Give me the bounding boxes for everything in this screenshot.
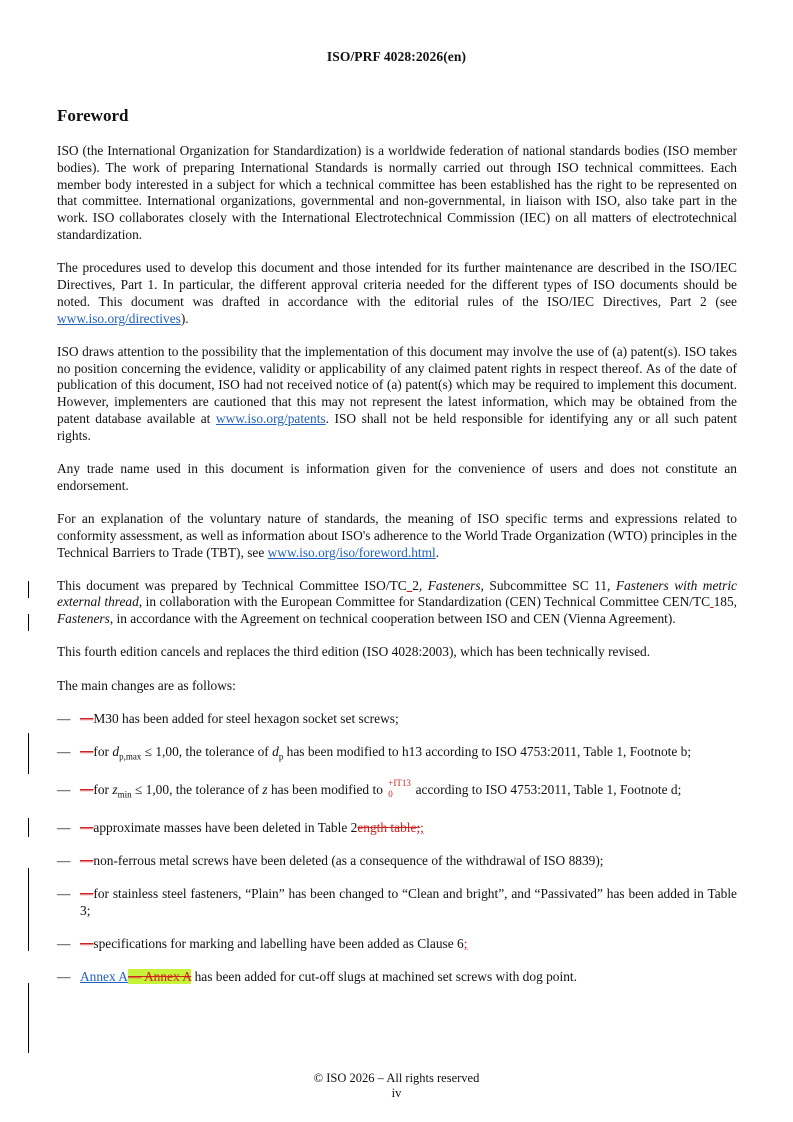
text: specifications for marking and labelling have been added as Clause 6 [93, 936, 464, 952]
deleted-highlighted-text: — Annex A [127, 969, 192, 985]
dash-bullet: — [57, 710, 71, 726]
symbol: z [112, 781, 118, 797]
text: , Subcommittee SC 11, [480, 577, 616, 593]
text: This document was prepared by Technical Committee ISO/TC [57, 577, 407, 593]
deleted-text: ength table; [357, 819, 421, 835]
dash-bullet: — [57, 819, 71, 835]
dash-bullet: — [57, 781, 71, 797]
text: 185, [713, 594, 737, 610]
list-item [57, 853, 737, 870]
list-item [57, 744, 737, 765]
text: has been added for cut-off slugs at machined set screws with dog point. [191, 969, 577, 985]
text: ≤ 1,00, the tolerance of [141, 744, 273, 760]
foreword-link[interactable]: www.iso.org/iso/foreword.html [267, 544, 436, 560]
tolerance-lower: 0 [388, 788, 393, 799]
text: ISO draws attention to the possibility that the implementation of this document may involve the use of (a) patent(s). ISO takes no position concerning the evidence, validity or applicability of any claimed patent rights in respect thereof. As of the date of publication of this document, ISO had not received notice of (a) patent(s) which may be required to implement this document. However, implementers are cautioned that this may not represent the latest information, which may be obtained from the patent database available at [57, 343, 737, 426]
patents-link[interactable]: www.iso.org/patents [215, 410, 326, 426]
deleted-dash: — [80, 744, 94, 760]
paragraph-patents [57, 344, 737, 445]
dash-bullet: — [57, 886, 71, 902]
paragraph-trade-name: Any trade name used in this document is information given for the convenience of users and does not constitute an endorsement. [57, 460, 737, 493]
list-item [57, 820, 737, 837]
italic-text: Fasteners [57, 611, 110, 627]
paragraph-iso-intro: ISO (the International Organization for Standardization) is a worldwide federation of national standards bodies (ISO member bodies). The work of preparing International Standards is normally carried out through ISO technical committees. Each member body interested in a subject for which a technical committee has been established has the right to be represented on that committee. International organizations, governmental and non-governmental, in liaison with ISO, also take part in the work. ISO collaborates closely with the International Electrotechnical Commission (IEC) on all matters of electrotechnical standardization. [57, 143, 737, 242]
text: for stainless steel fasteners, “Plain” has been changed to “Clean and bright”, and “Passivated” has been added in Table 3; [80, 886, 737, 918]
deleted-dash: — [80, 819, 94, 835]
deleted-dash: — [80, 886, 94, 902]
change-bar [28, 581, 29, 598]
italic-text: Fasteners [427, 577, 481, 593]
changes-list [57, 711, 737, 986]
list-item [57, 777, 737, 803]
subscript: p,max [119, 751, 142, 762]
paragraph-edition: This fourth edition cancels and replaces the third edition (ISO 4028:2003), which has been technically revised. [57, 644, 651, 660]
text: , in accordance with the Agreement on technical cooperation between ISO and CEN (Vienna Agreement). [109, 611, 676, 627]
symbol: d [112, 744, 120, 760]
inserted-text: ; [420, 819, 424, 835]
document-id-header: ISO/PRF 4028:2026(en) [326, 49, 467, 64]
paragraph-voluntary-nature [57, 511, 737, 561]
text: . [435, 544, 440, 560]
text: non-ferrous metal screws have been deleted (as a consequence of the withdrawal of ISO 8839); [93, 852, 604, 868]
change-bar [28, 868, 29, 951]
copyright-notice: © ISO 2026 – All rights reserved [313, 1071, 480, 1085]
symbol: z [262, 781, 268, 797]
dash-bullet: — [57, 744, 71, 760]
symbol: d [272, 744, 279, 760]
foreword-heading: Foreword [57, 106, 129, 125]
list-item [57, 886, 737, 920]
page-footer [0, 1071, 793, 1101]
text: has been modified to [267, 781, 387, 797]
change-bar [28, 614, 29, 631]
list-item [57, 969, 737, 986]
dash-bullet: — [57, 852, 71, 868]
italic-text: Fasteners with metric external thread [57, 577, 737, 610]
text: approximate masses have been deleted in Table 2 [93, 819, 358, 835]
subscript: p [278, 751, 284, 762]
foreword-body [57, 143, 737, 1002]
paragraph-committee [57, 578, 737, 628]
text: M30 has been added for steel hexagon socket set screws; [93, 710, 399, 726]
change-bar [28, 983, 29, 1053]
text: . ISO shall not be held responsible for identifying any or all such patent rights. [57, 410, 737, 443]
list-item [57, 936, 737, 953]
inserted-text: ; [463, 936, 468, 952]
deleted-dash: — [80, 852, 94, 868]
subscript: min [117, 789, 132, 800]
deleted-dash: — [80, 936, 94, 952]
tolerance-notation [386, 777, 412, 799]
text: For an explanation of the voluntary nature of standards, the meaning of ISO specific terms and expressions related to conformity assessment, as well as information about ISO's adherence to the World Trade Organization (WTO) principles in the Technical Barriers to Trade (TBT), see [57, 510, 737, 560]
text: for [93, 781, 113, 797]
page-number: iv [391, 1086, 402, 1100]
dash-bullet: — [57, 936, 71, 952]
dash-bullet: — [57, 969, 71, 985]
text: 2, [412, 577, 428, 593]
paragraph-directives [57, 260, 737, 327]
change-bar [28, 733, 29, 774]
deleted-dash: — [80, 710, 94, 726]
text: has been modified to h13 according to ISO 4753:2011, Table 1, Footnote b; [283, 744, 692, 760]
paragraph-main-changes-intro: The main changes are as follows: [57, 677, 236, 693]
list-item [57, 711, 737, 728]
text: The procedures used to develop this document and those intended for its further maintenance are described in the ISO/IEC Directives, Part 1. In particular, the different approval criteria needed for the different types of ISO documents should be noted. This document was drafted in accordance with the editorial rules of the ISO/IEC Directives, Part 2 (see [57, 260, 737, 309]
text: , in collaboration with the European Committee for Standardization (CEN) Technical Committee CEN/TC [138, 594, 711, 610]
text: according to ISO 4753:2011, Table 1, Footnote d; [412, 781, 682, 797]
text: for [93, 744, 113, 760]
deleted-dash: — [80, 781, 94, 797]
tolerance-upper: +IT13 [388, 777, 411, 788]
directives-link[interactable]: www.iso.org/directives [57, 310, 181, 326]
annex-a-link[interactable]: Annex A [80, 969, 128, 985]
text: ). [180, 310, 189, 326]
change-bar [28, 818, 29, 837]
text: ≤ 1,00, the tolerance of [131, 781, 263, 797]
